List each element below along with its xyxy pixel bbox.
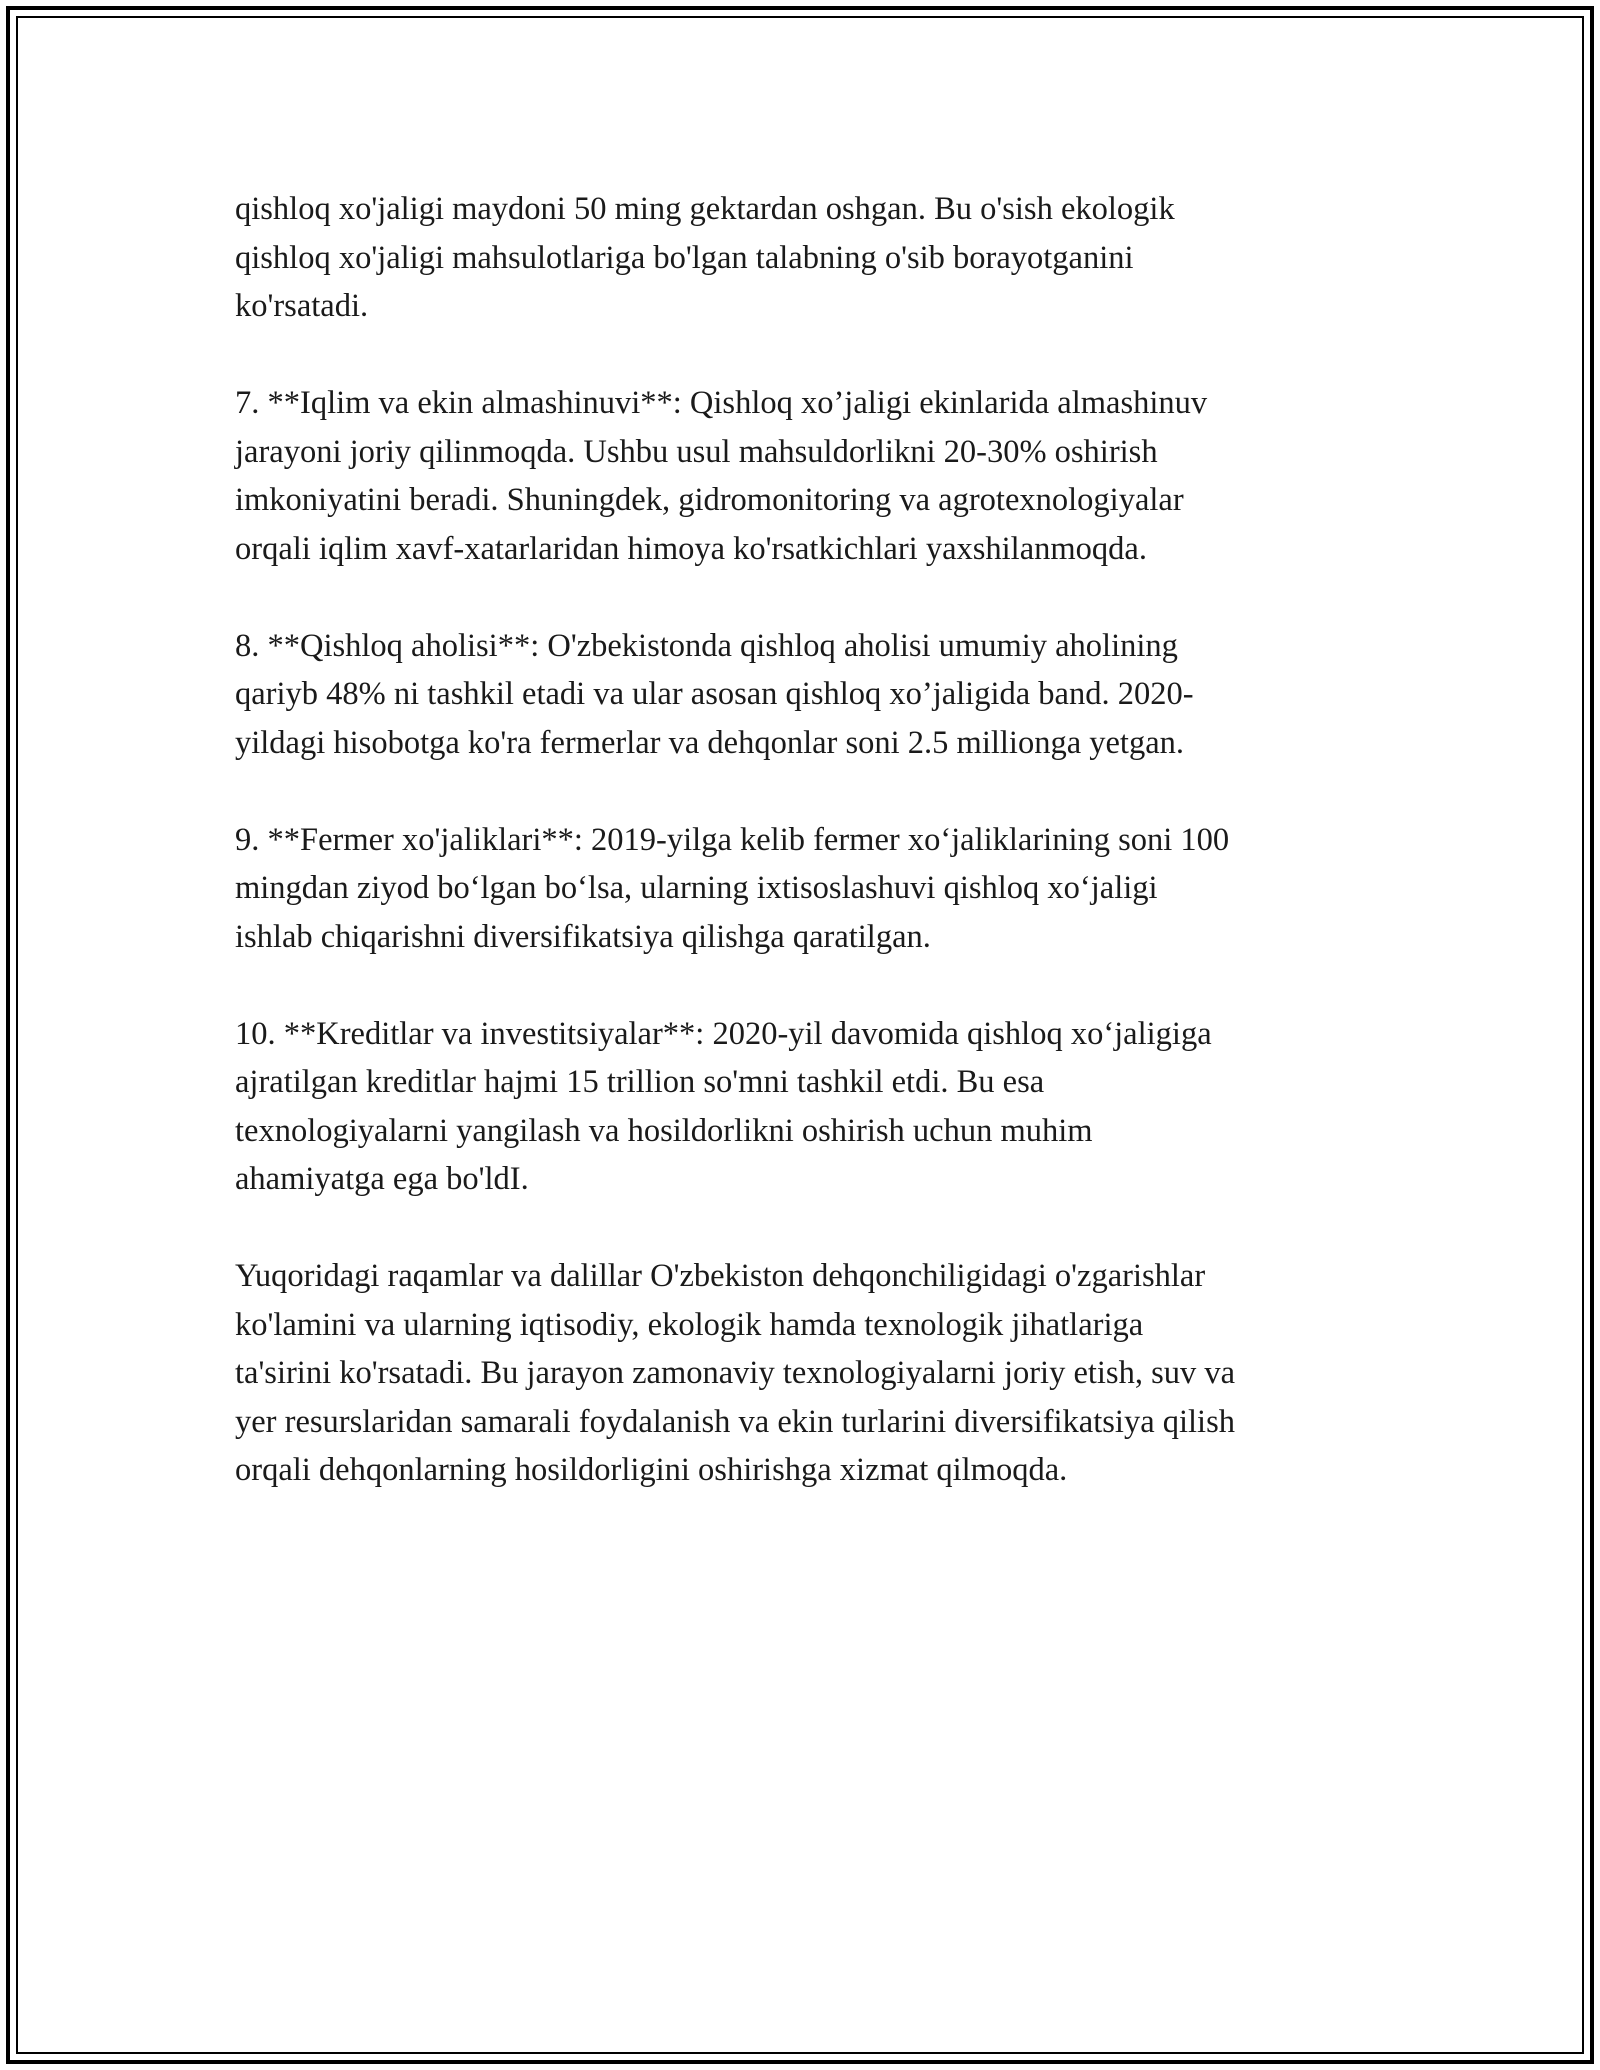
text-line: jarayoni joriy qilinmoqda. Ushbu usul mahsuldorlikni 20-30% oshirish — [235, 433, 1158, 470]
text-line: ishlab chiqarishni diversifikatsiya qilishga qaratilgan. — [235, 918, 931, 955]
text-line: Yuqoridagi raqamlar va dalillar O'zbekiston dehqonchiligidagi o'zgarishlar — [235, 1258, 1206, 1294]
text-line: ahamiyatga ega bo'ldI. — [235, 1161, 529, 1197]
text-line: ta'sirini ko'rsatadi. Bu jarayon zamonaviy texnologiyalarni joriy etish, suv va — [235, 1355, 1236, 1391]
paragraph-item-7 — [235, 379, 1375, 573]
text-line: qariyb 48% ni tashkil etadi va ular asosan qishloq xo’jaligida band. 2020- — [235, 676, 1194, 712]
paragraph-item-10 — [235, 1010, 1375, 1204]
text-line: 8. **Qishloq aholisi**: O'zbekistonda qishloq aholisi umumiy aholining — [235, 627, 1178, 664]
paragraph-item-8 — [235, 622, 1375, 768]
text-line: ajratilgan kreditlar hajmi 15 trillion so'mni tashkil etdi. Bu esa — [235, 1064, 1045, 1100]
text-line: ko'lamini va ularning iqtisodiy, ekologik hamda texnologik jihatlariga — [235, 1306, 1144, 1343]
paragraph-item-9 — [235, 816, 1375, 962]
paragraph-conclusion — [235, 1252, 1375, 1495]
text-line: qishloq xo'jaligi mahsulotlariga bo'lgan talabning o'sib borayotganini — [235, 239, 1134, 276]
text-line: 10. **Kreditlar va investitsiyalar**: 2020-yil davomida qishloq xo‘jaligiga — [235, 1015, 1212, 1052]
document-body — [235, 185, 1375, 1543]
text-line: yildagi hisobotga ko'ra fermerlar va dehqonlar soni 2.5 millionga yetgan. — [235, 724, 1185, 761]
text-line: orqali iqlim xavf-xatarlaridan himoya ko'rsatkichlari yaxshilanmoqda. — [235, 530, 1147, 567]
text-line: texnologiyalarni yangilash va hosildorlikni oshirish uchun muhim — [235, 1112, 1093, 1149]
text-line: yer resurslaridan samarali foydalanish va ekin turlarini diversifikatsiya qilish — [235, 1403, 1235, 1440]
text-line: mingdan ziyod bo‘lgan bo‘lsa, ularning ixtisoslashuvi qishloq xo‘jaligi — [235, 870, 1158, 906]
text-line: ko'rsatadi. — [235, 288, 369, 324]
text-line: imkoniyatini beradi. Shuningdek, gidromonitoring va agrotexnologiyalar — [235, 482, 1184, 518]
text-line: 9. **Fermer xo'jaliklari**: 2019-yilga kelib fermer xo‘jaliklarining soni 100 — [235, 821, 1230, 858]
paragraph-continuation — [235, 185, 1375, 331]
text-line: qishloq xo'jaligi maydoni 50 ming gektardan oshgan. Bu o'sish ekologik — [235, 191, 1175, 227]
text-line: orqali dehqonlarning hosildorligini oshirishga xizmat qilmoqda. — [235, 1452, 1068, 1488]
text-line: 7. **Iqlim va ekin almashinuvi**: Qishloq xo’jaligi ekinlarida almashinuv — [235, 385, 1208, 421]
